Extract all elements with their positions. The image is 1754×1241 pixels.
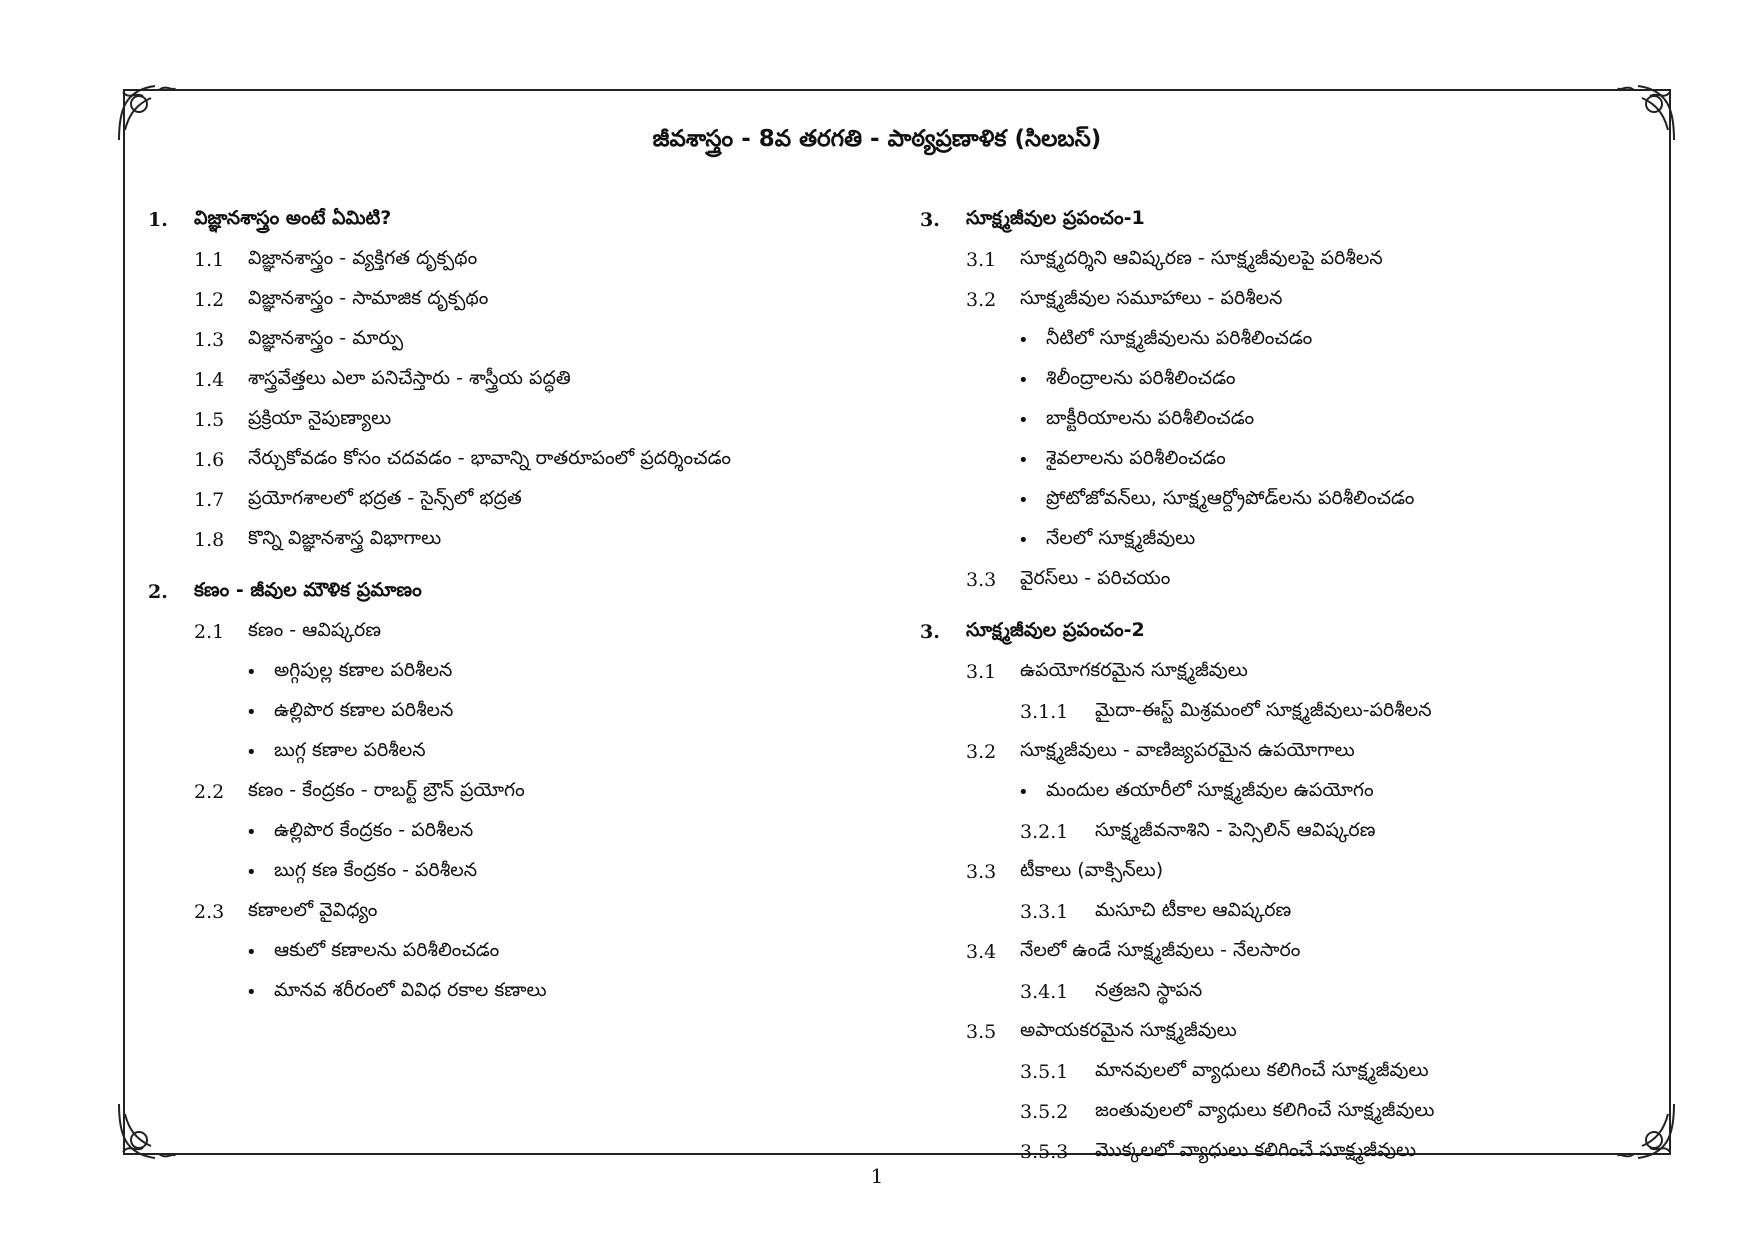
- item-number: 3.5.1: [1020, 1061, 1069, 1083]
- syllabus-left-column: [148, 200, 908, 1012]
- item-text: మందుల తయారీలో సూక్ష్మజీవుల ఉపయోగం: [1046, 778, 1374, 801]
- section-heading: [148, 572, 908, 612]
- item-number: 3.2.1: [1020, 821, 1069, 843]
- item-text: అపాయకరమైన సూక్ష్మజీవులు: [1020, 1018, 1237, 1041]
- item-text: బుగ్గ కణ కేంద్రకం - పరిశీలన: [274, 858, 478, 881]
- page-number: 1: [870, 1164, 884, 1188]
- item-number: 3.5.2: [1020, 1101, 1069, 1123]
- item-text: విజ్ఞానశాస్త్రం అంటే ఏమిటి?: [194, 206, 392, 229]
- subsubsection-item: [920, 812, 1660, 852]
- bullet-icon: •: [246, 981, 257, 1003]
- item-text: మొక్కలలో వ్యాధులు కలిగించే సూక్ష్మజీవులు: [1095, 1138, 1417, 1161]
- item-text: ప్రయోగశాలలో భద్రత - సైన్స్‌లో భద్రత: [248, 486, 522, 509]
- subsection-item: [920, 852, 1660, 892]
- section-heading: [920, 612, 1660, 652]
- subsection-item: [148, 772, 908, 812]
- item-text: ఉల్లిపొర కేంద్రకం - పరిశీలన: [274, 818, 474, 841]
- item-text: నత్రజని స్థాపన: [1095, 978, 1203, 1001]
- bullet-icon: •: [1018, 529, 1029, 551]
- bullet-icon: •: [246, 741, 257, 763]
- item-text: కొన్ని విజ్ఞానశాస్త్ర విభాగాలు: [248, 526, 442, 549]
- subsection-item: [148, 280, 908, 320]
- item-text: ఆకులో కణాలను పరిశీలించడం: [274, 938, 500, 961]
- section-number: 3.: [920, 621, 940, 643]
- item-text: ప్రక్రియా నైపుణ్యాలు: [248, 406, 392, 429]
- bullet-icon: •: [246, 821, 257, 843]
- bullet-icon: •: [246, 941, 257, 963]
- item-number: 3.2: [966, 289, 997, 311]
- subsection-item: [920, 932, 1660, 972]
- item-text: ప్రోటోజోవన్‌లు, సూక్ష్మఆర్ద్రోపోడ్‌లను పరిశీలించడం: [1046, 486, 1415, 509]
- item-number: 1.5: [194, 409, 225, 431]
- item-text: సూక్ష్మజీవుల ప్రపంచం-2: [966, 618, 1145, 641]
- item-text: ఉపయోగకరమైన సూక్ష్మజీవులు: [1020, 658, 1248, 681]
- item-number: 1.1: [194, 249, 225, 271]
- subsection-item: [920, 732, 1660, 772]
- subsubsection-item: [920, 972, 1660, 1012]
- bullet-item: [920, 320, 1660, 360]
- item-number: 3.5: [966, 1021, 997, 1043]
- item-number: 1.3: [194, 329, 225, 351]
- item-text: నేలలో ఉండే సూక్ష్మజీవులు - నేలసారం: [1020, 938, 1301, 961]
- item-text: సూక్ష్మజీవుల ప్రపంచం-1: [966, 206, 1145, 229]
- item-text: జంతువులలో వ్యాధులు కలిగించే సూక్ష్మజీవులు: [1095, 1098, 1435, 1121]
- item-text: నేలలో సూక్ష్మజీవులు: [1046, 526, 1196, 549]
- item-number: 1.6: [194, 449, 225, 471]
- item-text: బాక్టీరియాలను పరిశీలించడం: [1046, 406, 1255, 429]
- item-text: కణాలలో వైవిధ్యం: [248, 898, 378, 921]
- item-number: 3.3: [966, 569, 997, 591]
- subsection-item: [920, 240, 1660, 280]
- subsection-item: [148, 400, 908, 440]
- bullet-item: [148, 812, 908, 852]
- subsection-item: [148, 480, 908, 520]
- item-text: బుగ్గ కణాల పరిశీలన: [274, 738, 426, 761]
- item-text: విజ్ఞానశాస్త్రం - సామాజిక దృక్పథం: [248, 286, 489, 309]
- subsection-item: [148, 612, 908, 652]
- item-number: 2.3: [194, 901, 225, 923]
- subsection-item: [148, 240, 908, 280]
- bullet-icon: •: [246, 861, 257, 883]
- item-number: 1.8: [194, 529, 225, 551]
- item-number: 1.4: [194, 369, 225, 391]
- item-text: శైవలాలను పరిశీలించడం: [1046, 446, 1226, 469]
- bullet-item: [148, 932, 908, 972]
- section-heading: [148, 200, 908, 240]
- item-text: కణం - జీవుల మౌళిక ప్రమాణం: [194, 578, 422, 601]
- bullet-item: [920, 772, 1660, 812]
- item-text: మానవులలో వ్యాధులు కలిగించే సూక్ష్మజీవులు: [1095, 1058, 1429, 1081]
- item-text: సూక్ష్మజీవుల సమూహాలు - పరిశీలన: [1020, 286, 1283, 309]
- bullet-icon: •: [1018, 781, 1029, 803]
- bullet-item: [148, 852, 908, 892]
- bullet-icon: •: [1018, 409, 1029, 431]
- item-text: శిలీంద్రాలను పరిశీలించడం: [1046, 366, 1236, 389]
- bullet-icon: •: [1018, 329, 1029, 351]
- item-text: ఉల్లిపొర కణాల పరిశీలన: [274, 698, 454, 721]
- subsubsection-item: [920, 1052, 1660, 1092]
- item-number: 3.1: [966, 661, 997, 683]
- subsubsection-item: [920, 1092, 1660, 1132]
- bullet-icon: •: [246, 701, 257, 723]
- item-text: నీటిలో సూక్ష్మజీవులను పరిశీలించడం: [1046, 326, 1313, 349]
- bullet-item: [148, 652, 908, 692]
- item-number: 3.1: [966, 249, 997, 271]
- subsubsection-item: [920, 692, 1660, 732]
- section-number: 3.: [920, 209, 940, 231]
- corner-ornament-icon: [115, 1100, 179, 1164]
- item-text: సూక్ష్మదర్శిని ఆవిష్కరణ - సూక్ష్మజీవులపై పరిశీలన: [1020, 246, 1383, 269]
- bullet-item: [148, 732, 908, 772]
- item-text: నేర్చుకోవడం కోసం చదవడం - భావాన్ని రాతరూపంలో ప్రదర్శించడం: [248, 446, 731, 469]
- item-number: 2.1: [194, 621, 225, 643]
- subsection-item: [148, 320, 908, 360]
- subsection-item: [148, 440, 908, 480]
- item-number: 3.1.1: [1020, 701, 1069, 723]
- item-text: కణం - ఆవిష్కరణ: [248, 618, 382, 641]
- item-text: మానవ శరీరంలో వివిధ రకాల కణాలు: [274, 978, 547, 1001]
- item-number: 3.5.3: [1020, 1141, 1069, 1163]
- section-number: 1.: [148, 209, 168, 231]
- subsection-item: [148, 360, 908, 400]
- bullet-icon: •: [1018, 449, 1029, 471]
- item-text: విజ్ఞానశాస్త్రం - వ్యక్తిగత దృక్పథం: [248, 246, 478, 269]
- item-text: సూక్ష్మజీవులు - వాణిజ్యపరమైన ఉపయోగాలు: [1020, 738, 1355, 761]
- subsection-item: [920, 280, 1660, 320]
- item-text: మసూచి టీకాల ఆవిష్కరణ: [1095, 898, 1292, 921]
- item-text: వైరస్‌లు - పరిచయం: [1020, 566, 1171, 589]
- item-number: 1.2: [194, 289, 225, 311]
- item-number: 3.2: [966, 741, 997, 763]
- bullet-item: [920, 360, 1660, 400]
- subsection-item: [148, 892, 908, 932]
- bullet-icon: •: [1018, 489, 1029, 511]
- bullet-item: [148, 972, 908, 1012]
- bullet-icon: •: [1018, 369, 1029, 391]
- bullet-item: [920, 520, 1660, 560]
- subsubsection-item: [920, 892, 1660, 932]
- item-number: 3.4.1: [1020, 981, 1069, 1003]
- item-text: శాస్త్రవేత్తలు ఎలా పనిచేస్తారు - శాస్త్రీయ పద్ధతి: [248, 366, 571, 389]
- item-number: 2.2: [194, 781, 225, 803]
- page-title: జీవశాస్త్రం - 8వ తరగతి - పాఠ్యప్రణాళిక (సిలబస్): [652, 126, 1102, 152]
- item-number: 3.3.1: [1020, 901, 1069, 923]
- item-text: సూక్ష్మజీవనాశిని - పెన్సిలిన్ ఆవిష్కరణ: [1095, 818, 1376, 841]
- bullet-item: [920, 400, 1660, 440]
- bullet-item: [920, 440, 1660, 480]
- item-text: కణం - కేంద్రకం - రాబర్ట్ బ్రౌన్ ప్రయోగం: [248, 778, 525, 801]
- bullet-icon: •: [246, 661, 257, 683]
- item-text: అగ్గిపుల్ల కణాల పరిశీలన: [274, 658, 453, 681]
- item-text: టీకాలు (వాక్సిన్‌లు): [1020, 858, 1164, 881]
- item-number: 1.7: [194, 489, 225, 511]
- item-text: మైదా-ఈస్ట్ మిశ్రమంలో సూక్ష్మజీవులు-పరిశీలన: [1095, 698, 1432, 721]
- syllabus-right-column: [920, 200, 1660, 1172]
- item-number: 3.3: [966, 861, 997, 883]
- subsection-item: [148, 520, 908, 560]
- section-heading: [920, 200, 1660, 240]
- item-number: 3.4: [966, 941, 997, 963]
- item-text: విజ్ఞానశాస్త్రం - మార్పు: [248, 326, 404, 349]
- section-number: 2.: [148, 581, 168, 603]
- bullet-item: [920, 480, 1660, 520]
- subsection-item: [920, 1012, 1660, 1052]
- subsection-item: [920, 560, 1660, 600]
- bullet-item: [148, 692, 908, 732]
- subsection-item: [920, 652, 1660, 692]
